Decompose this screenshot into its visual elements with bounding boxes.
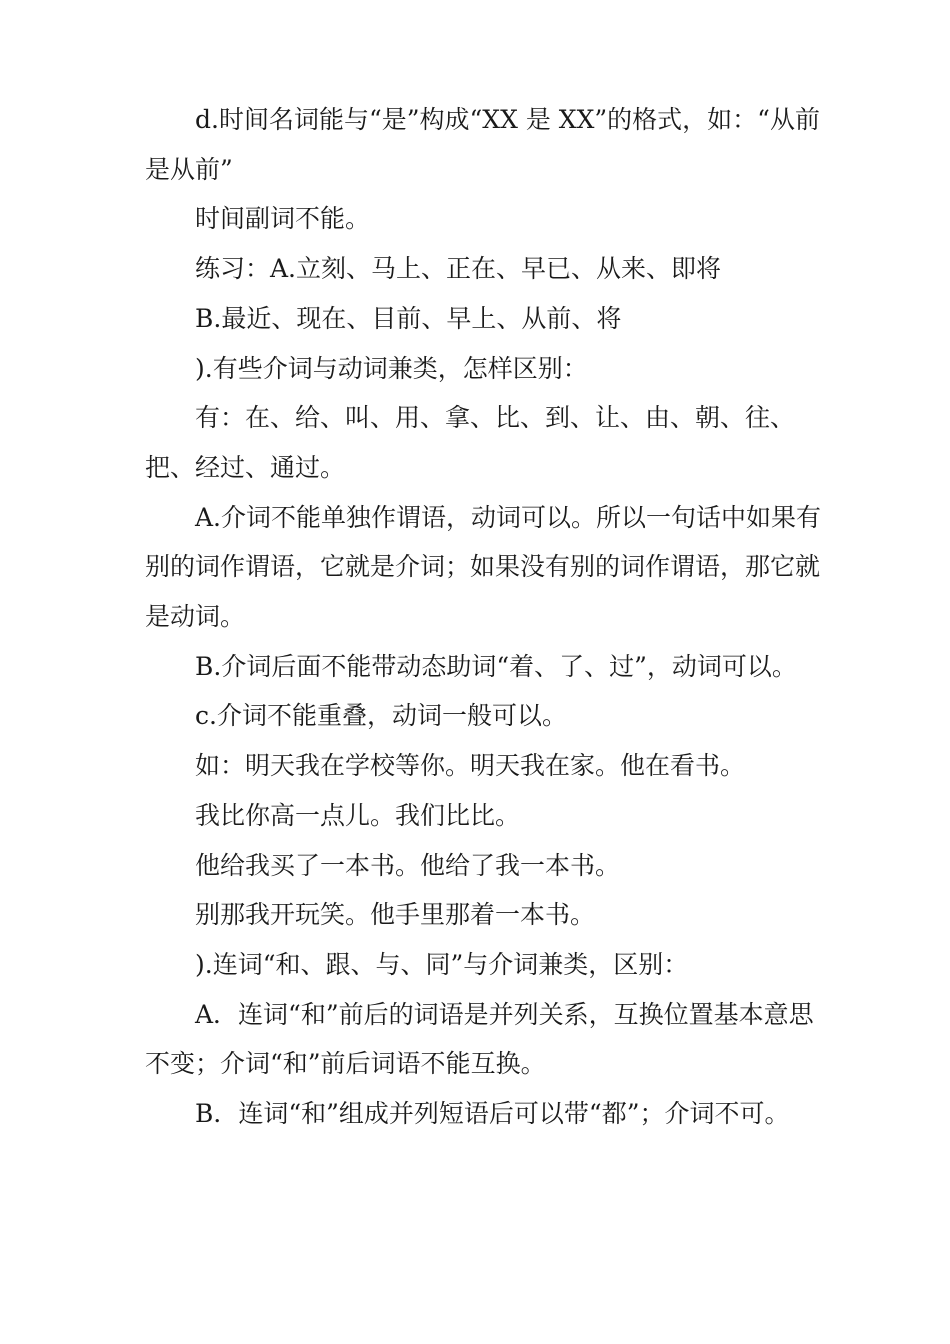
paragraph-15: A．连词“和”前后的词语是并列关系，互换位置基本意思不变；介词“和”前后词语不能互换。 <box>145 999 814 1079</box>
paragraph-11: 我比你高一点儿。我们比比。 <box>195 800 521 830</box>
paragraph-7: A.介词不能单独作谓语，动词可以。所以一句话中如果有别的词作谓语，它就是介词；如果没有别的词作谓语，那它就是动词。 <box>145 502 822 632</box>
document-body <box>145 95 835 1139</box>
paragraph-10: 如：明天我在学校等你。明天我在家。他在看书。 <box>195 751 746 781</box>
paragraph-3: 练习：A.立刻、马上、正在、早已、从来、即将 <box>195 254 722 284</box>
paragraph-16: B．连词“和”组成并列短语后可以带“都”；介词不可。 <box>195 1099 790 1129</box>
paragraph-8: B.介词后面不能带动态助词“着、了、过”，动词可以。 <box>195 651 797 681</box>
paragraph-13: 别那我开玩笑。他手里那着一本书。 <box>195 900 596 930</box>
paragraph-5: ).有些介词与动词兼类，怎样区别： <box>195 353 588 383</box>
paragraph-6: 有：在、给、叫、用、拿、比、到、让、由、朝、往、把、经过、通过。 <box>145 403 796 482</box>
paragraph-12: 他给我买了一本书。他给了我一本书。 <box>195 850 621 880</box>
paragraph-4: B.最近、现在、目前、早上、从前、将 <box>195 303 622 333</box>
paragraph-9: c.介词不能重叠，动词一般可以。 <box>195 701 567 731</box>
paragraph-1: d.时间名词能与“是”构成“XX 是 XX”的格式，如：“从前是从前” <box>145 105 820 184</box>
paragraph-14: ).连词“和、跟、与、同”与介词兼类，区别： <box>195 949 689 979</box>
paragraph-2: 时间副词不能。 <box>195 204 371 234</box>
